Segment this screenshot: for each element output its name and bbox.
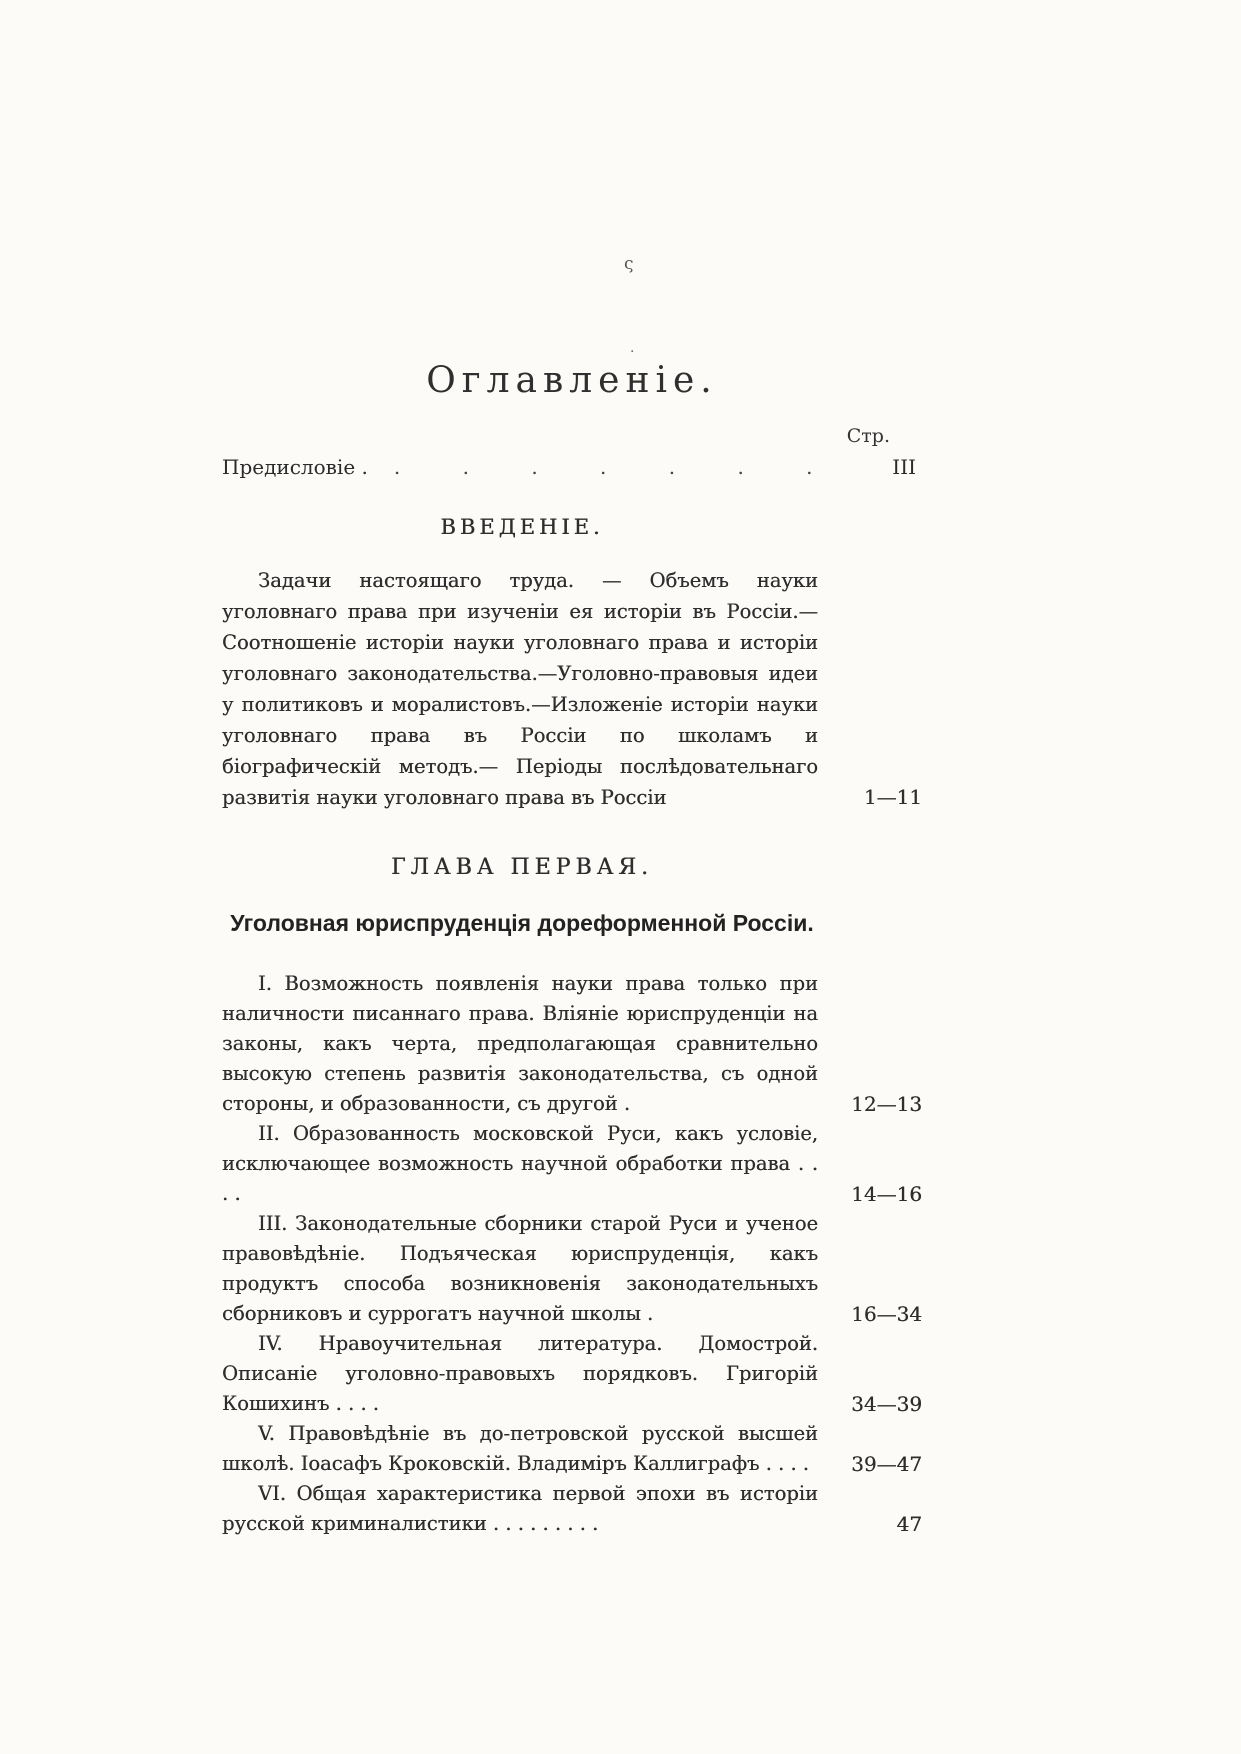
toc-entry-text: V. Правовѣдѣніе въ до-петровской русской высшей школѣ. Іоасафъ Кроковскій. Владиміръ Каллиграфъ . . . .: [222, 1422, 818, 1475]
toc-entry-4: [222, 1329, 922, 1419]
toc-entry-text: VI. Общая характеристика первой эпохи въ исторіи русской криминалистики . . . . . . . . .: [222, 1482, 818, 1535]
chapter-one-title: Уголовная юриспруденція дореформенной Россіи.: [230, 910, 814, 936]
toc-entry-page-range: 14—16: [851, 1182, 922, 1206]
toc-entry-text: IV. Нравоучительная литература. Домострой. Описаніе уголовно-правовыхъ порядковъ. Григорій Кошихинъ . . . .: [222, 1332, 818, 1415]
introduction-summary: [222, 565, 922, 813]
toc-entry-text: II. Образованность московской Руси, какъ условіе, исключающее возможность научной обработки права . . . .: [222, 1122, 818, 1205]
introduction-heading: ВВЕДЕНІЕ.: [440, 515, 604, 539]
toc-entry-text: III. Законодательные сборники старой Руси и ученое правовѣдѣніе. Подъяческая юриспруденція, какъ продуктъ способа возникновенія законодательныхъ сборниковъ и суррогатъ научной школы .: [222, 1212, 818, 1325]
toc-entries: [222, 969, 922, 1539]
toc-entry-6: [222, 1479, 922, 1539]
toc-entry-5: [222, 1419, 922, 1479]
toc-entry-page-range: 16—34: [851, 1302, 922, 1326]
toc-entry-preface: [222, 455, 922, 479]
toc-entry-3: [222, 1209, 922, 1329]
toc-entry-1: [222, 969, 922, 1119]
toc-entry-page-range: 39—47: [851, 1452, 922, 1476]
preface-page-number: III: [892, 455, 916, 479]
toc-entry-2: [222, 1119, 922, 1209]
toc-entry-text: I. Возможность появленія науки права только при наличности писаннаго права. Вліяніе юриспруденціи на законы, какъ черта, предполагающая сравнительно высокую степень развитія законодательства, съ одной стороны, и образованности, съ другой .: [222, 972, 818, 1115]
introduction-page-range: 1—11: [863, 785, 922, 809]
preface-label: Предисловіе .: [222, 455, 368, 479]
page-column-header: Стр.: [846, 425, 890, 447]
toc-entry-page-range: 47: [896, 1512, 922, 1536]
introduction-text: Задачи настоящаго труда. — Объемъ науки уголовнаго права при изученіи ея исторіи въ Россіи.—Соотношеніе исторіи науки уголовнаго права и исторіи уголовнаго законодательства.—Уголовно-правовыя идеи у политиковъ и моралистовъ.—Изложеніе исторіи науки уголовнаго права въ Россіи по школамъ и біографическій методъ.— Періоды послѣдовательнаго развитія науки уголовнаго права въ Россіи: [222, 569, 818, 809]
page-title: Оглавленіе.: [426, 360, 718, 401]
scan-artifact-mark: ς: [624, 254, 634, 274]
scan-artifact-dot: ·: [630, 344, 635, 360]
toc-entry-page-range: 34—39: [851, 1392, 922, 1416]
chapter-one-heading: ГЛАВА ПЕРВАЯ.: [390, 855, 654, 880]
dot-leader: . . . . . . .: [393, 455, 813, 479]
toc-content: [222, 360, 922, 1539]
toc-entry-page-range: 12—13: [851, 1092, 922, 1116]
